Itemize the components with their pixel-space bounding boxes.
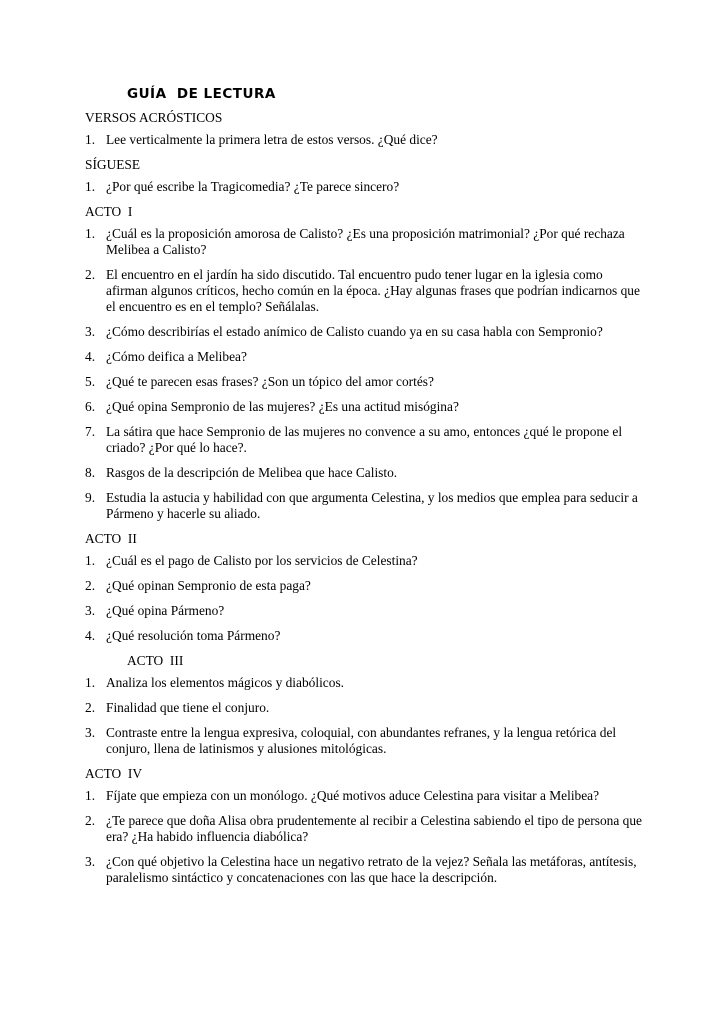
question-item — [85, 578, 645, 594]
question-text: ¿Qué te parecen esas frases? ¿Son un tópico del amor cortés? — [106, 374, 434, 389]
question-item — [85, 132, 645, 148]
question-item — [85, 179, 645, 195]
question-text: El encuentro en el jardín ha sido discutido. Tal encuentro pudo tener lugar en la iglesia como afirman algunos críticos, hecho común en la época. ¿Hay algunas frases que podrían indicarnos que el encuentro es en el templo? Señálalas. — [106, 267, 640, 314]
question-number: 1. — [85, 132, 96, 147]
question-list — [85, 132, 645, 148]
question-text: Rasgos de la descripción de Melibea que hace Calisto. — [106, 465, 398, 480]
question-list — [85, 179, 645, 195]
question-list — [85, 226, 645, 522]
question-item — [85, 788, 645, 804]
question-item — [85, 324, 645, 340]
question-number: 3. — [85, 324, 96, 339]
section-block — [85, 766, 645, 886]
question-number: 8. — [85, 465, 96, 480]
question-number: 1. — [85, 179, 96, 194]
question-text: ¿Qué opinan Sempronio de esta paga? — [106, 578, 311, 593]
section-heading: SÍGUESE — [85, 157, 141, 172]
section-block — [85, 157, 645, 195]
question-item — [85, 399, 645, 415]
question-item — [85, 424, 645, 456]
section-block — [85, 110, 645, 148]
page-title: GUÍA DE LECTURA — [127, 86, 276, 102]
question-text: Analiza los elementos mágicos y diabólicos. — [106, 675, 344, 690]
section-heading: ACTO II — [85, 531, 137, 546]
question-sections — [85, 110, 645, 886]
section-heading: VERSOS ACRÓSTICOS — [85, 110, 223, 125]
question-text: ¿Por qué escribe la Tragicomedia? ¿Te parece sincero? — [106, 179, 400, 194]
question-number: 9. — [85, 490, 96, 505]
question-text: ¿Con qué objetivo la Celestina hace un negativo retrato de la vejez? Señala las metáforas, antítesis, paralelismo sintáctico y concatenaciones con las que hace la descripción. — [106, 854, 637, 885]
question-number: 2. — [85, 578, 96, 593]
question-text: ¿Qué resolución toma Pármeno? — [106, 628, 281, 643]
question-text: ¿Cuál es la proposición amorosa de Calisto? ¿Es una proposición matrimonial? ¿Por qué rechaza Melibea a Calisto? — [106, 226, 625, 257]
question-number: 1. — [85, 788, 96, 803]
section-heading: ACTO I — [85, 204, 133, 219]
question-number: 3. — [85, 603, 96, 618]
question-number: 5. — [85, 374, 96, 389]
question-text: Estudia la astucia y habilidad con que argumenta Celestina, y los medios que emplea para seducir a Pármeno y hacerle su aliado. — [106, 490, 638, 521]
question-text: Contraste entre la lengua expresiva, coloquial, con abundantes refranes, y la lengua retórica del conjuro, llena de latinismos y alusiones mitológicas. — [106, 725, 617, 756]
section-block — [85, 653, 645, 757]
question-item — [85, 465, 645, 481]
question-item — [85, 267, 645, 315]
question-item — [85, 725, 645, 757]
question-text: ¿Qué opina Pármeno? — [106, 603, 225, 618]
question-text: La sátira que hace Sempronio de las mujeres no convence a su amo, entonces ¿qué le propone el criado? ¿Por qué lo hace?. — [106, 424, 623, 455]
section-heading: ACTO III — [127, 653, 184, 668]
question-text: ¿Cómo deifica a Melibea? — [106, 349, 247, 364]
section-block — [85, 204, 645, 522]
question-text: Finalidad que tiene el conjuro. — [106, 700, 270, 715]
question-item — [85, 374, 645, 390]
question-number: 3. — [85, 854, 96, 869]
question-text: ¿Cómo describirías el estado anímico de Calisto cuando ya en su casa habla con Sempronio? — [106, 324, 603, 339]
question-text: Lee verticalmente la primera letra de estos versos. ¿Qué dice? — [106, 132, 438, 147]
document-content — [85, 86, 645, 895]
question-item — [85, 854, 645, 886]
question-list — [85, 788, 645, 886]
question-text: Fíjate que empieza con un monólogo. ¿Qué motivos aduce Celestina para visitar a Melibea? — [106, 788, 600, 803]
question-number: 3. — [85, 725, 96, 740]
question-item — [85, 813, 645, 845]
question-number: 4. — [85, 349, 96, 364]
question-item — [85, 349, 645, 365]
question-number: 1. — [85, 226, 96, 241]
question-item — [85, 553, 645, 569]
question-number: 2. — [85, 267, 96, 282]
question-item — [85, 675, 645, 691]
question-number: 1. — [85, 553, 96, 568]
question-number: 2. — [85, 700, 96, 715]
question-item — [85, 628, 645, 644]
question-number: 7. — [85, 424, 96, 439]
section-heading: ACTO IV — [85, 766, 143, 781]
question-number: 1. — [85, 675, 96, 690]
question-list — [85, 553, 645, 644]
question-item — [85, 603, 645, 619]
question-item — [85, 700, 645, 716]
question-number: 2. — [85, 813, 96, 828]
question-item — [85, 490, 645, 522]
question-number: 6. — [85, 399, 96, 414]
question-text: ¿Qué opina Sempronio de las mujeres? ¿Es una actitud misógina? — [106, 399, 459, 414]
question-item — [85, 226, 645, 258]
question-list — [85, 675, 645, 757]
question-text: ¿Te parece que doña Alisa obra prudentemente al recibir a Celestina sabiendo el tipo de persona que era? ¿Ha habido influencia diabólica? — [106, 813, 642, 844]
question-number: 4. — [85, 628, 96, 643]
section-block — [85, 531, 645, 644]
question-text: ¿Cuál es el pago de Calisto por los servicios de Celestina? — [106, 553, 418, 568]
